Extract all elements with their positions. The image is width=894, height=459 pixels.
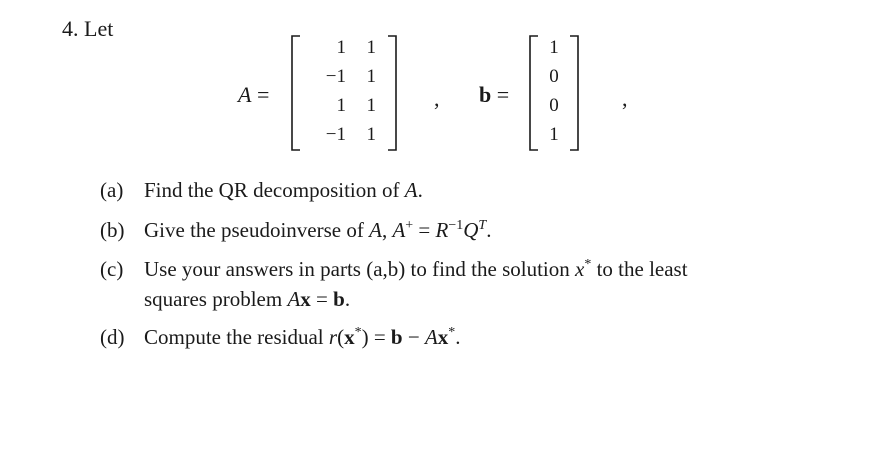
part-a (100, 178, 423, 203)
part-c-xstar: x (575, 257, 585, 281)
part-d-star: * (354, 325, 362, 340)
vector-b-cell: 1 (549, 124, 559, 145)
matrix-a-cell: 1 (336, 37, 346, 58)
part-b-math2: A (392, 218, 406, 242)
part-d-minus: − (402, 325, 425, 349)
matrix-a-lhs (238, 82, 269, 108)
part-c-b: b (333, 287, 345, 311)
part-d-a: A (424, 325, 438, 349)
part-b-sup-t: T (478, 218, 487, 233)
part-d-end: . (455, 325, 461, 349)
vector-b-equals: = (496, 82, 510, 107)
part-b-text: Give the pseudoinverse of (144, 218, 370, 242)
vector-b-lhs (479, 82, 509, 108)
vector-b-cell: 1 (549, 37, 559, 58)
part-b-mid: , (381, 218, 393, 242)
problem-number (62, 16, 113, 42)
part-d-text: Compute the residual (144, 325, 329, 349)
part-b (100, 218, 491, 243)
part-b-sup-inv: −1 (448, 218, 464, 233)
part-c-a: A (287, 287, 301, 311)
part-b-math: A (369, 218, 382, 242)
matrix-a-cell: 1 (366, 124, 376, 145)
vector-b-cell: 0 (549, 66, 559, 87)
part-d-x2: x (437, 325, 449, 349)
part-d-r: r (328, 325, 338, 349)
part-d-eq: = (368, 325, 391, 349)
part-b-label: (b) (100, 218, 125, 242)
problem-number-label: 4. (62, 16, 79, 41)
matrix-a-cell: −1 (325, 66, 346, 87)
matrix-a-cell: −1 (325, 124, 346, 145)
part-d-x: x (344, 325, 355, 349)
matrix-a-cell: 1 (366, 95, 376, 116)
part-c-line1 (100, 257, 688, 282)
part-d-open: ( (337, 325, 345, 349)
part-b-end: . (486, 218, 492, 242)
part-a-end: . (417, 178, 423, 202)
part-c-eq: = (310, 287, 334, 311)
part-b-eq: = (413, 218, 436, 242)
matrix-a-cell: 1 (366, 37, 376, 58)
matrix-a-equals: = (256, 82, 270, 107)
problem-intro: Let (84, 16, 114, 41)
part-d-star2: * (448, 325, 456, 340)
part-b-r: R (435, 218, 449, 242)
part-d-close: ) (361, 325, 369, 349)
part-a-math: A (404, 178, 418, 202)
part-a-label: (a) (100, 178, 124, 202)
part-c-label: (c) (100, 257, 124, 281)
matrix-a-cell: 1 (366, 66, 376, 87)
matrix-a-cell: 1 (336, 95, 346, 116)
part-a-text: Find the QR decomposition of (144, 178, 405, 202)
part-c-text1-end: to the least (591, 257, 688, 281)
part-d-b: b (390, 325, 403, 349)
part-c-star: * (584, 257, 592, 272)
part-d-label: (d) (100, 325, 125, 349)
part-c-x: x (300, 287, 311, 311)
part-b-q: Q (463, 218, 479, 242)
matrix-a-symbol: A (238, 82, 252, 107)
separator-comma: , (434, 86, 440, 111)
part-c-end: . (344, 287, 351, 311)
trailing-comma: , (622, 86, 628, 111)
part-c-text1: Use your answers in parts (a,b) to find the solution (144, 257, 576, 281)
part-d (100, 325, 461, 350)
vector-b-cell: 0 (549, 95, 559, 116)
part-c-text2: squares problem (144, 287, 288, 311)
vector-b-symbol: b (479, 82, 492, 107)
part-c-line2 (144, 287, 350, 312)
part-b-sup-plus: + (405, 218, 414, 233)
